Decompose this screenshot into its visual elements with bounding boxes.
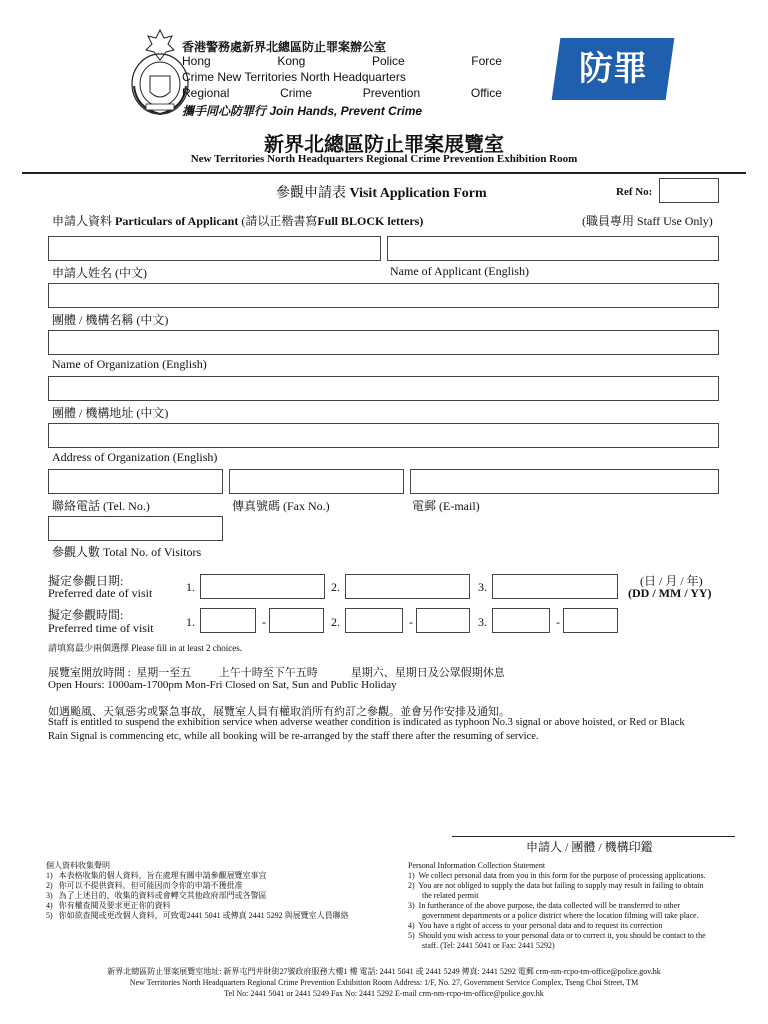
email-label: 電郵 (E-mail): [412, 499, 480, 513]
time-choice-2-start-field[interactable]: [345, 608, 403, 633]
privacy-en-item: staff. (Tel: 2441 5041 or Fax: 2441 5292): [408, 941, 555, 950]
weather-notice-zh: 如遇颱風、天氣惡劣或緊急事故，展覽室人員有權取消所有約訂之參觀。並會另作安排及通知。: [48, 706, 510, 718]
time-dash-2: -: [409, 615, 413, 629]
privacy-zh-item: 2) 你可以不提供資料，但可能因而令你的申請不獲批准: [46, 881, 243, 890]
time-choice-3-start-field[interactable]: [492, 608, 550, 633]
time-label-en: Preferred time of visit: [48, 621, 154, 635]
name-zh-field[interactable]: [48, 236, 381, 261]
date-choice-2-field[interactable]: [345, 574, 470, 599]
footer-line-zh: 新界北總區防止罪案展覽室地址: 新界屯門井財街27號政府服務大樓1 樓 電話: 2441 5041 或 2441 5249 傳真: 2441 5292 電郵 crm-nm-rcpo-tm-office@police.gov.hk: [107, 967, 661, 976]
header-divider: [22, 172, 746, 174]
time-dash-1: -: [262, 615, 266, 629]
date-label-zh: 擬定參觀日期:: [48, 574, 124, 588]
fill-note: 請填寫最少兩個選擇 Please fill in at least 2 choices.: [48, 643, 242, 653]
name-en-field[interactable]: [387, 236, 719, 261]
privacy-en-item: 5) Should you wish access to your personal data or to correct it, you should be contact to the: [408, 931, 706, 940]
time-choice-2-end-field[interactable]: [416, 608, 470, 633]
privacy-en-title: Personal Information Collection Statement: [408, 861, 546, 870]
email-field[interactable]: [410, 469, 719, 494]
fax-field[interactable]: [229, 469, 404, 494]
name-zh-label: 申請人姓名 (中文): [52, 266, 147, 280]
visitors-label: 參觀人數 Total No. of Visitors: [52, 545, 202, 559]
date-choice-3-label: 3.: [478, 580, 487, 594]
signature-line: [452, 836, 735, 837]
time-choice-3-end-field[interactable]: [563, 608, 618, 633]
agency-name-en-line2: Crime New Territories North Headquarters: [182, 70, 406, 84]
fax-label: 傳真號碼 (Fax No.): [232, 499, 330, 513]
privacy-zh-item: 1) 本表格收集的個人資料，旨在處理有關申請參觀展覽室事宜: [46, 871, 267, 880]
open-hours-zh: 展覽室開放時間 : 星期一至五 上午十時至下午五時 星期六、星期日及公眾假期休息: [48, 667, 505, 679]
privacy-zh-title: 個人資料收集聲明: [46, 861, 110, 870]
date-format-en: (DD / MM / YY): [628, 586, 712, 600]
tel-field[interactable]: [48, 469, 223, 494]
date-format-zh: (日 / 月 / 年): [640, 574, 703, 588]
time-choice-1-start-field[interactable]: [200, 608, 256, 633]
privacy-zh-item: 3) 為了上述目的，收集的資料或會轉交其他政府部門或各警區: [46, 891, 267, 900]
address-zh-label: 團體 / 機構地址 (中文): [52, 406, 169, 420]
privacy-en-item: 1) We collect personal data from you in this form for the purpose of processing applications.: [408, 871, 706, 880]
date-label-en: Preferred date of visit: [48, 586, 153, 600]
date-choice-3-field[interactable]: [492, 574, 618, 599]
ref-no-label: Ref No:: [616, 186, 653, 198]
privacy-statement-zh: [46, 861, 396, 921]
footer-line-en-contact: Tel No: 2441 5041 or 2441 5249 Fax No: 2441 5292 E-mail crm-nm-rcpo-tm-office@police.gov.hk: [224, 989, 544, 998]
privacy-en-item: 4) You have a right of access to your personal data and to request its correction: [408, 921, 663, 930]
agency-name-zh: 香港警務處新界北總區防止罪案辦公室: [182, 40, 387, 54]
time-dash-3: -: [556, 615, 560, 629]
ref-no-field[interactable]: [659, 178, 719, 203]
section-title: 申請人資料 Particulars of Applicant (請以正楷書寫Full BLOCK letters): [52, 214, 424, 228]
time-label-zh: 擬定參觀時間:: [48, 608, 124, 622]
privacy-statement-en: [408, 861, 748, 951]
crime-prevention-logo: [552, 38, 675, 100]
agency-name-en-line3: Regional Crime Prevention Office: [182, 86, 502, 100]
footer-line-en-address: New Territories North Headquarters Regional Crime Prevention Exhibition Room Address: 1/F, No. 27, Government Service Complex, Tseng Choi Street, TM: [129, 978, 639, 987]
visitors-field[interactable]: [48, 516, 223, 541]
time-choice-2-label: 2.: [331, 615, 340, 629]
room-title-zh: 新界北總區防止罪案展覽室: [264, 134, 504, 156]
org-name-zh-field[interactable]: [48, 283, 719, 308]
weather-notice-en-1: Staff is entitled to suspend the exhibition service when adverse weather condition is indicated as typhoon No.3 signal or above hoisted, or Red or Black: [48, 717, 685, 728]
open-hours-en: Open Hours: 1000am-1700pm Mon-Fri Closed on Sat, Sun and Public Holiday: [48, 679, 397, 691]
org-name-zh-label: 團體 / 機構名稱 (中文): [52, 313, 169, 327]
date-choice-2-label: 2.: [331, 580, 340, 594]
address-zh-field[interactable]: [48, 376, 719, 401]
privacy-en-item: government departments or a police district where the location filming will take place.: [408, 911, 699, 920]
time-choice-3-label: 3.: [478, 615, 487, 629]
tel-label: 聯絡電話 (Tel. No.): [52, 499, 150, 513]
name-en-label: Name of Applicant (English): [390, 264, 529, 278]
slogan: 攜手同心防罪行 Join Hands, Prevent Crime: [182, 104, 423, 118]
agency-name-en-line1: Hong Kong Police Force: [182, 54, 502, 68]
time-choice-1-label: 1.: [186, 615, 195, 629]
address-en-field[interactable]: [48, 423, 719, 448]
privacy-zh-item: 5) 你如欲查閱或更改個人資料，可致電2441 5041 或傳真 2441 5292 與展覽室人員聯絡: [46, 911, 349, 920]
privacy-en-item: the related permit: [408, 891, 479, 900]
signature-label: 申請人 / 團體 / 機構印鑑: [526, 840, 653, 854]
date-choice-1-label: 1.: [186, 580, 195, 594]
staff-use-label: (職員專用 Staff Use Only): [582, 214, 713, 228]
footer: [0, 966, 768, 999]
org-name-en-field[interactable]: [48, 330, 719, 355]
date-choice-1-field[interactable]: [200, 574, 325, 599]
time-choice-1-end-field[interactable]: [269, 608, 324, 633]
org-name-en-label: Name of Organization (English): [52, 357, 207, 371]
weather-notice-en-2: Rain Signal is commencing etc, while all booking will be re-arranged by the staff there after the resuming of service.: [48, 731, 539, 742]
form-title: 參觀申請表 Visit Application Form: [276, 186, 487, 201]
privacy-zh-item: 4) 你有權查閱及要求更正你的資料: [46, 901, 171, 910]
privacy-en-item: 2) You are not obliged to supply the data but failing to supply may result in failing to obtain: [408, 881, 704, 890]
address-en-label: Address of Organization (English): [52, 450, 218, 464]
privacy-en-item: 3) In furtherance of the above purpose, the data collected will be transferred to other: [408, 901, 680, 910]
logo-glyph: 防罪: [579, 49, 647, 89]
room-title-en: New Territories North Headquarters Regional Crime Prevention Exhibition Room: [190, 153, 578, 165]
